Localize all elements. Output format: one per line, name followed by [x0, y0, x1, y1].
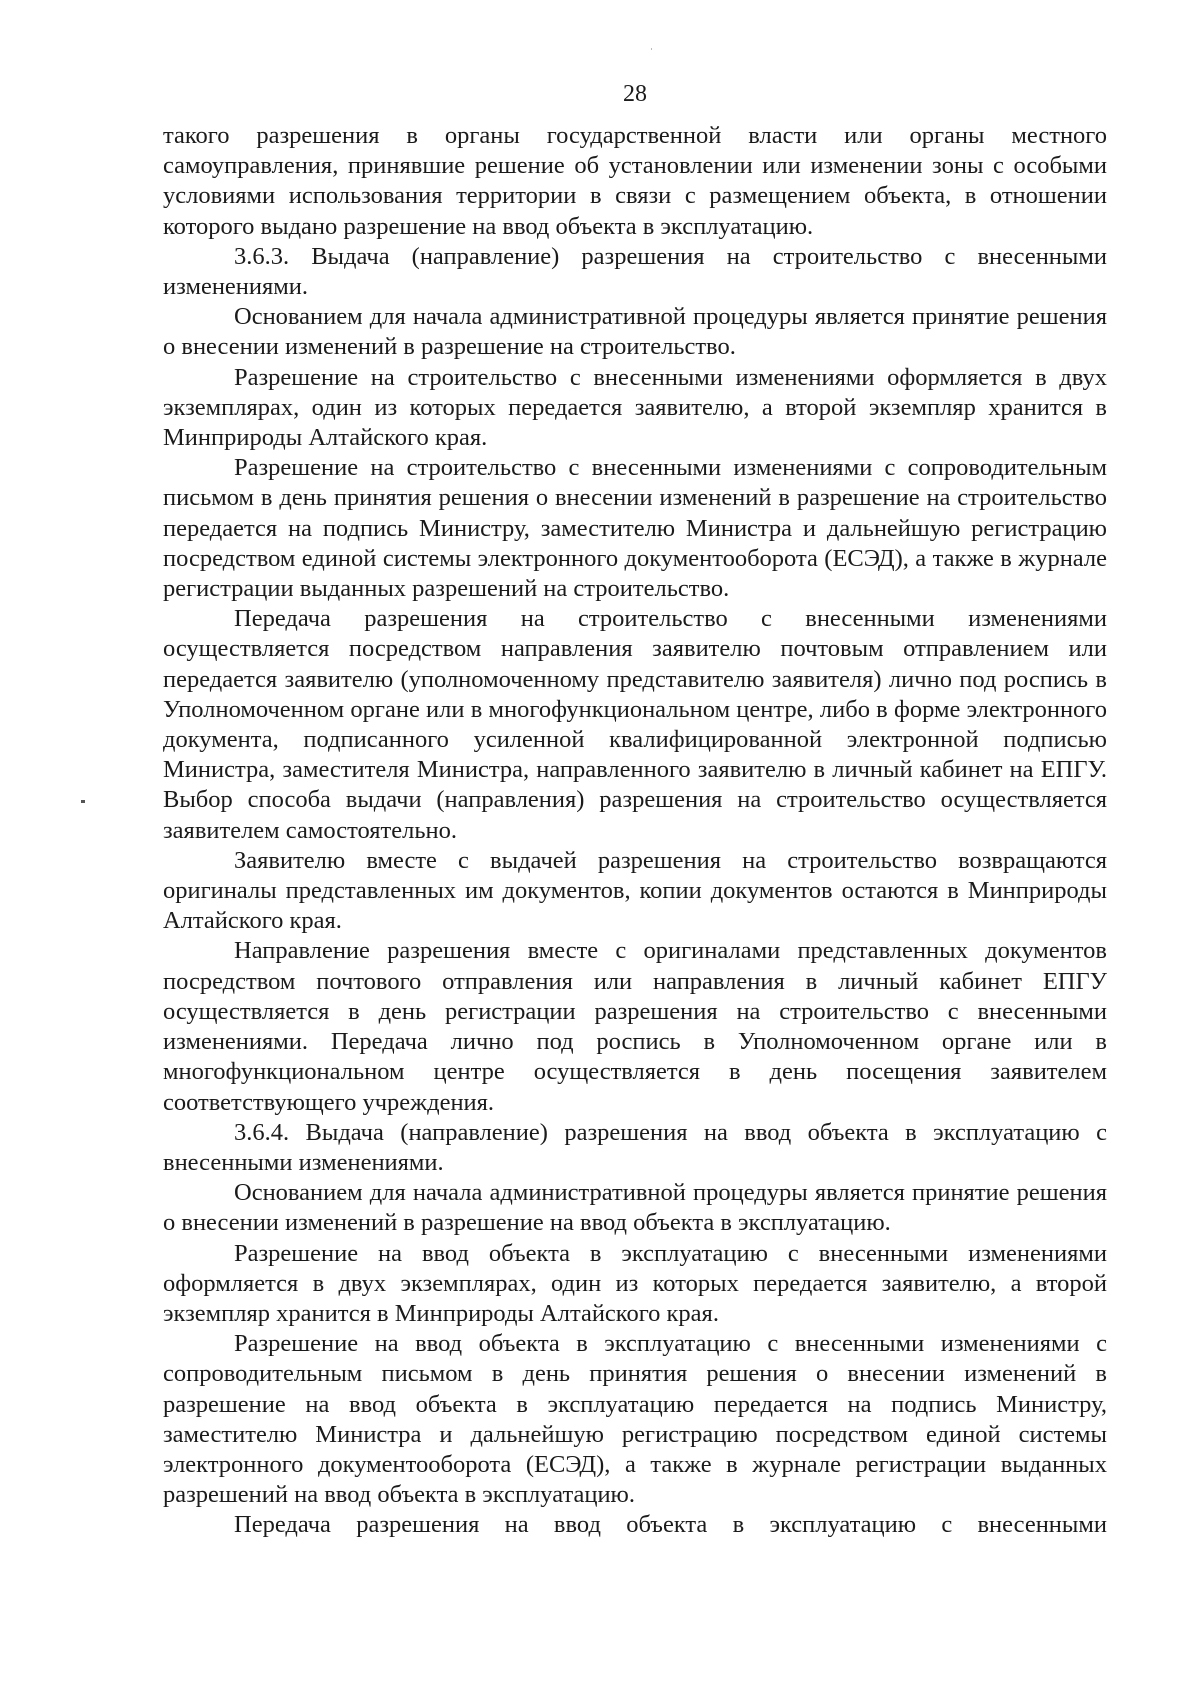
paragraph: Разрешение на ввод объекта в эксплуатацию с внесенными изменениями оформляется в двух экземплярах, один из которых передается заявителю, а второй экземпляр хранится в Минприроды Алтайского края. — [163, 1239, 1107, 1327]
document-body — [163, 121, 1107, 1541]
page-number: 28 — [623, 81, 647, 107]
paragraph: Заявителю вместе с выдачей разрешения на строительство возвращаются оригиналы представленных им документов, копии документов остаются в Минприроды Алтайского края. — [163, 846, 1107, 935]
paragraph: Разрешение на строительство с внесенными изменениями оформляется в двух экземплярах, один из которых передается заявителю, а второй экземпляр хранится в Минприроды Алтайского края. — [163, 363, 1107, 452]
paragraph-continuation: такого разрешения в органы государственной власти или органы местного самоуправления, принявшие решение об установлении или изменении зоны с особыми условиями использования территории в связи с размещением объекта, в отношении которого выдано разрешение на ввод объекта в эксплуатацию. — [163, 122, 1107, 240]
paragraph: Разрешение на ввод объекта в эксплуатацию с внесенными изменениями с сопроводительным письмом в день принятия решения о внесении изменений в разрешение на ввод объекта в эксплуатацию передается на подпись Министру, заместителю Министра и дальнейшую регистрацию посредством единой системы электронного документооборота (ЕСЭД), а также в журнале регистрации выданных разрешений на ввод объекта в эксплуатацию. — [163, 1330, 1107, 1509]
section-heading-3-6-3: 3.6.3. Выдача (направление) разрешения на строительство с внесенными изменениями. — [163, 242, 1107, 301]
paragraph: Передача разрешения на строительство с внесенными изменениями осуществляется посредством направления заявителю почтовым отправлением или передается заявителю (уполномоченному представителю заявителя) лично под роспись в Уполномоченном органе или в многофункциональном центре, либо в форме электронного документа, подписанного усиленной квалифицированной электронной подписью Министра, заместителя Министра, направленного заявителю в личный кабинет на ЕПГУ. Выбор способа выдачи (направления) разрешения на строительство осуществляется заявителем самостоятельно. — [163, 605, 1107, 844]
scan-speck — [651, 48, 652, 50]
paragraph: Основанием для начала административной процедуры является принятие решения о внесении изменений в разрешение на строительство. — [163, 303, 1107, 361]
scan-artifact-mark — [81, 800, 85, 803]
paragraph: Направление разрешения вместе с оригиналами представленных документов посредством почтового отправления или направления в личный кабинет ЕПГУ осуществляется в день регистрации разрешения на строительство с внесенными изменениями. Передача лично под роспись в Уполномоченном органе или в многофункциональном центре осуществляется в день посещения заявителем соответствующего учреждения. — [163, 937, 1107, 1116]
paragraph: Разрешение на строительство с внесенными изменениями с сопроводительным письмом в день принятия решения о внесении изменений в разрешение на строительство передается на подпись Министру, заместителю Министра и дальнейшую регистрацию посредством единой системы электронного документооборота (ЕСЭД), а также в журнале регистрации выданных разрешений на строительство. — [163, 454, 1107, 603]
paragraph: Основанием для начала административной процедуры является принятие решения о внесении изменений в разрешение на ввод объекта в эксплуатацию. — [163, 1179, 1107, 1237]
section-heading-3-6-4: 3.6.4. Выдача (направление) разрешения на ввод объекта в эксплуатацию с внесенными изменениями. — [163, 1118, 1107, 1176]
paragraph-truncated: Передача разрешения на ввод объекта в эксплуатацию с внесенными — [234, 1511, 1107, 1539]
